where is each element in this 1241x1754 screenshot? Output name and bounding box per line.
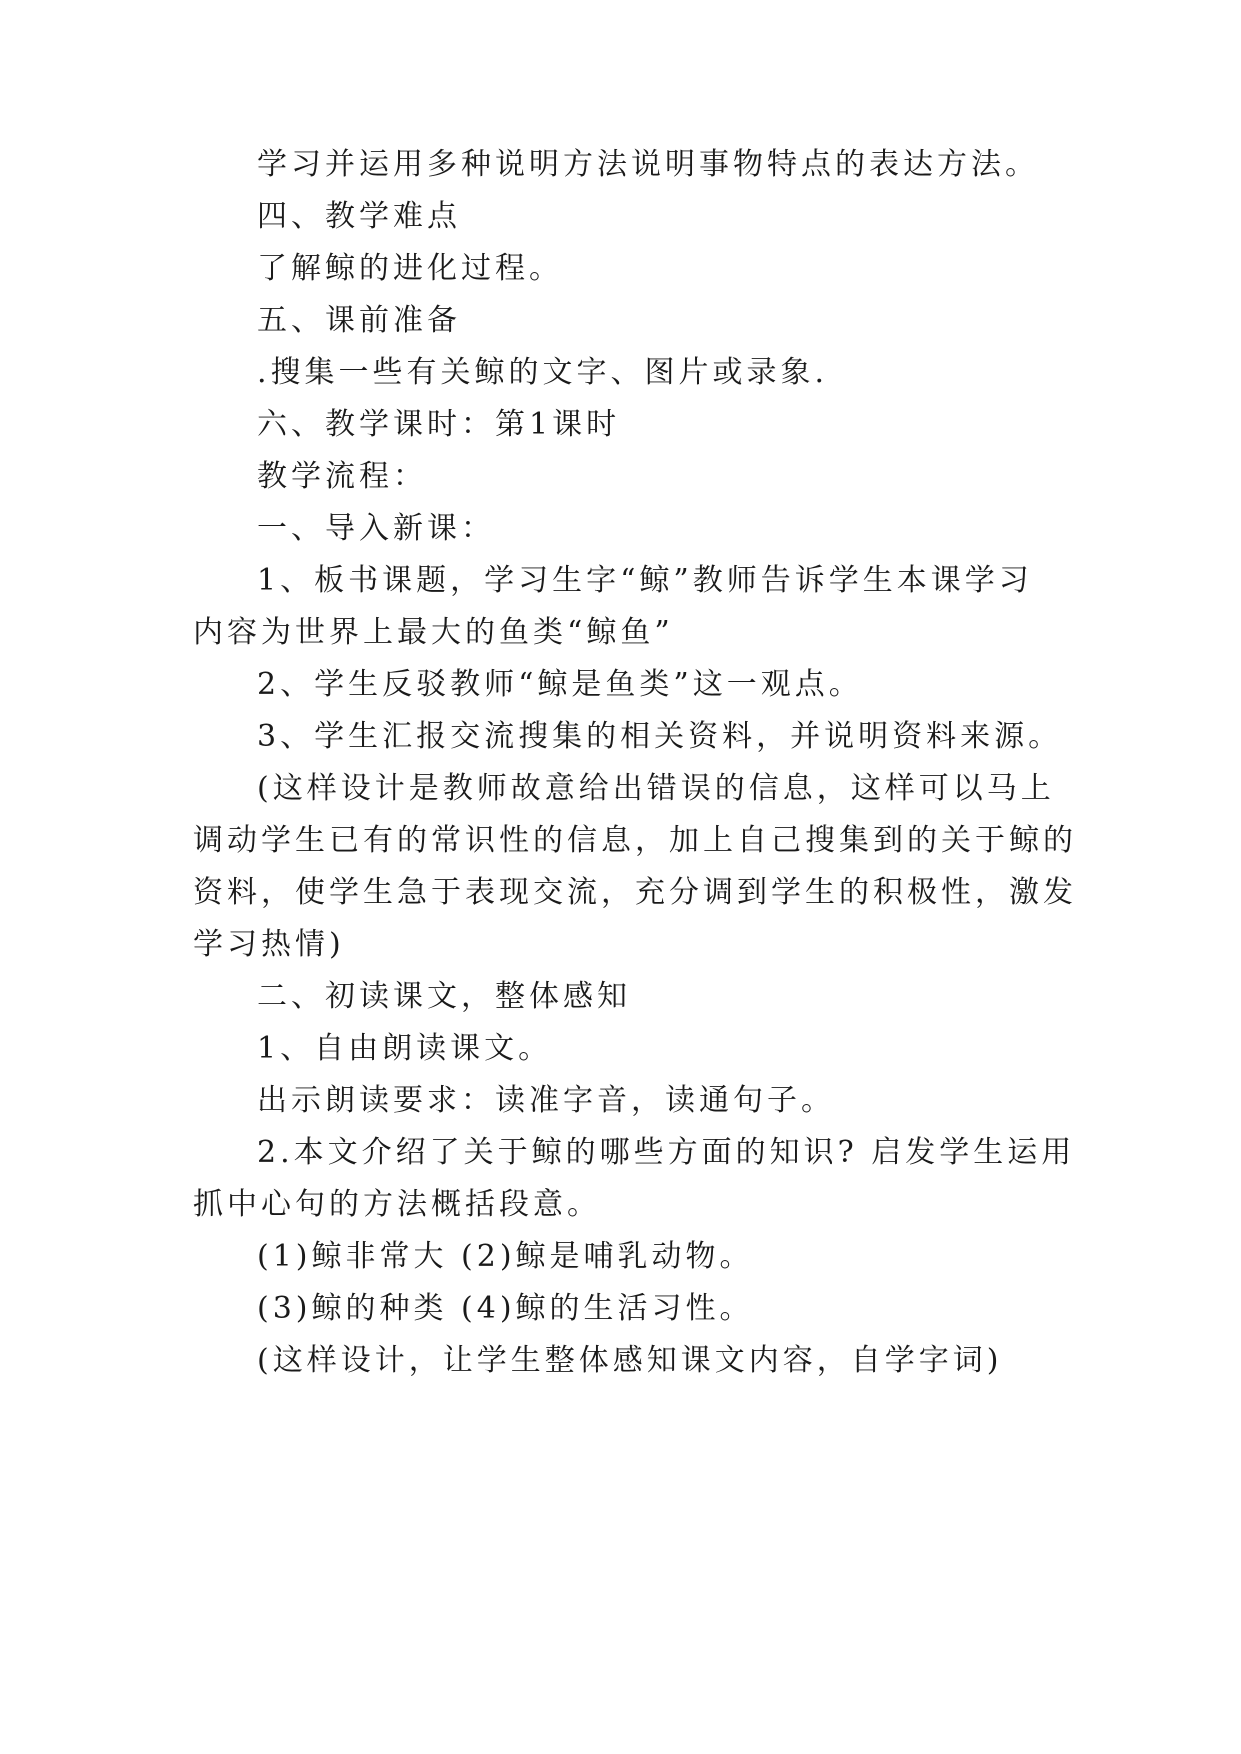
paragraph-line: 学习并运用多种说明方法说明事物特点的表达方法。 — [257, 147, 1039, 182]
paragraph-line: 抓中心句的方法概括段意。 — [193, 1187, 601, 1222]
paragraph-line: 1、板书课题，学习生字“鲸”教师告诉学生本课学习 — [257, 563, 1033, 598]
section-heading: 一、导入新课： — [257, 511, 495, 546]
paragraph-line: 了解鲸的进化过程。 — [257, 251, 563, 286]
paragraph-line: (这样设计是教师故意给出错误的信息，这样可以马上 — [257, 771, 1055, 806]
paragraph-line: 学习热情) — [193, 927, 345, 962]
section-heading: 五、课前准备 — [257, 303, 461, 338]
paragraph-line: 2、学生反驳教师“鲸是鱼类”这一观点。 — [257, 667, 863, 702]
paragraph-line: 3、学生汇报交流搜集的相关资料，并说明资料来源。 — [257, 719, 1063, 754]
paragraph-line: .搜集一些有关鲸的文字、图片或录象. — [257, 355, 829, 390]
paragraph-line: 内容为世界上最大的鱼类“鲸鱼” — [193, 615, 674, 650]
paragraph-line: (这样设计，让学生整体感知课文内容，自学字词) — [257, 1343, 1003, 1378]
paragraph-line: (3)鲸的种类 (4)鲸的生活习性。 — [257, 1291, 754, 1326]
paragraph-line: (1)鲸非常大 (2)鲸是哺乳动物。 — [257, 1239, 754, 1274]
section-heading: 二、初读课文，整体感知 — [257, 979, 631, 1014]
paragraph-line: 1、自由朗读课文。 — [257, 1031, 553, 1066]
paragraph-line: 教学流程： — [257, 459, 427, 494]
paragraph-line: 资料，使学生急于表现交流，充分调到学生的积极性，激发 — [193, 875, 1077, 910]
paragraph-line: 2.本文介绍了关于鲸的哪些方面的知识? 启发学生运用 — [257, 1135, 1076, 1170]
section-heading: 六、教学课时：第1课时 — [257, 407, 621, 442]
paragraph-line: 出示朗读要求：读准字音，读通句子。 — [257, 1083, 835, 1118]
section-heading: 四、教学难点 — [257, 199, 461, 234]
paragraph-line: 调动学生已有的常识性的信息，加上自己搜集到的关于鲸的 — [193, 823, 1077, 858]
